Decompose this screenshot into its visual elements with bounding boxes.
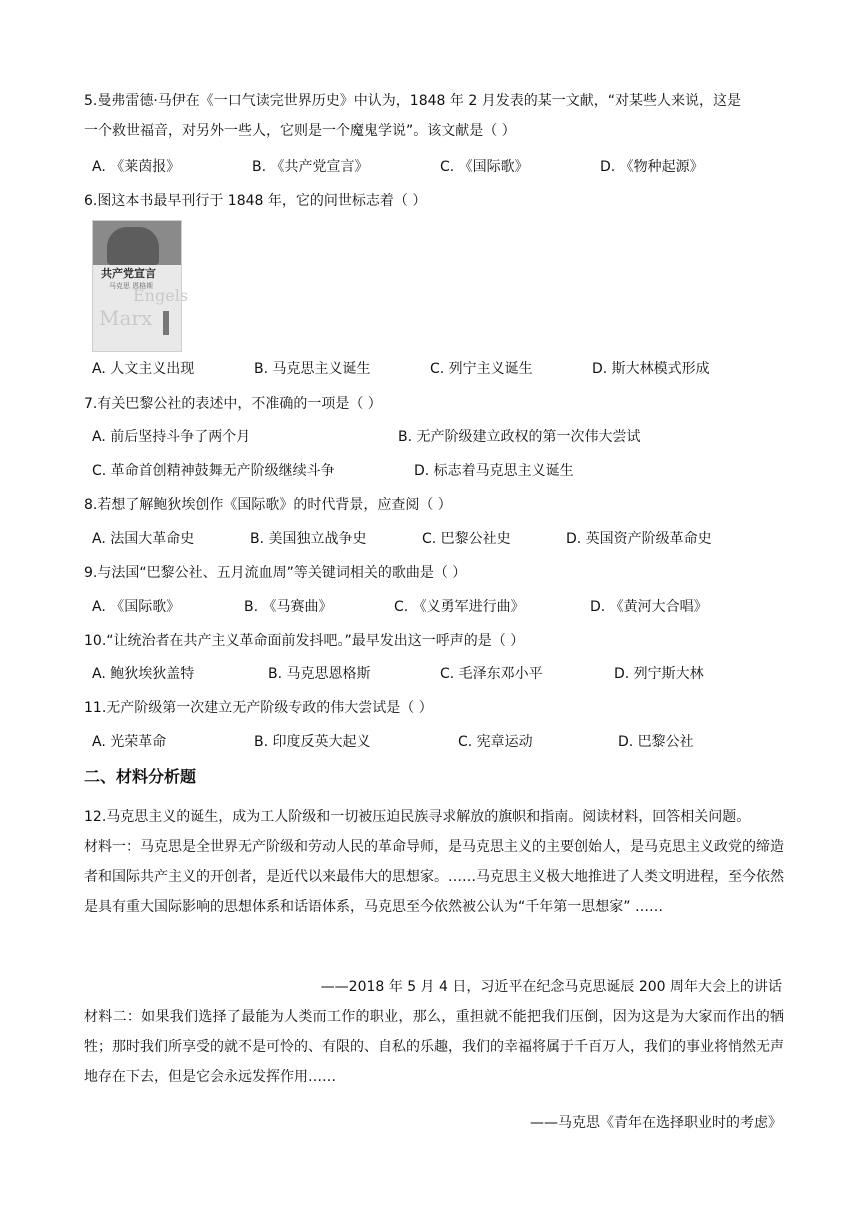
- option-c: C. 列宁主义诞生: [430, 361, 533, 377]
- option-d: D. 《黄河大合唱》: [590, 599, 708, 615]
- question-6-stem: 6.图这本书最早刊行于 1848 年，它的问世标志着（ ）: [84, 193, 427, 209]
- question-12-intro: 12.马克思主义的诞生，成为工人阶级和一切被压迫民族寻求解放的旗帜和指南。阅读材料，回答相关问题。: [84, 809, 751, 825]
- option-d: D. 斯大林模式形成: [592, 361, 710, 377]
- book-word-marx: Marx: [99, 306, 153, 330]
- question-5-stem-line2: 一个救世福音，对另外一些人，它则是一个魔鬼学说”。该文献是（ ）: [84, 123, 516, 139]
- option-b: B. 《共产党宣言》: [252, 159, 369, 175]
- option-a: A. 前后坚持斗争了两个月: [92, 429, 251, 445]
- book-subtitle: 马克思 恩格斯: [109, 282, 154, 290]
- question-8-stem: 8.若想了解鲍狄埃创作《国际歌》的时代背景，应查阅（ ）: [84, 497, 452, 513]
- option-b: B. 印度反英大起义: [254, 734, 371, 750]
- question-10-stem: 10.“让统治者在共产主义革命面前发抖吧。”最早发出这一呼声的是（ ）: [84, 633, 525, 649]
- question-7-options-row2: [92, 456, 792, 486]
- option-d: D. 《物种起源》: [600, 159, 704, 175]
- option-a: A. 人文主义出现: [92, 361, 195, 377]
- question-9-stem: 9.与法国“巴黎公社、五月流血周”等关键词相关的歌曲是（ ）: [84, 565, 467, 581]
- question-12-material2: 材料二：如果我们选择了最能为人类而工作的职业，那么，重担就不能把我们压倒，因为这是为大家而作出的牺牲；那时我们所享受的就不是可怜的、有限的、自私的乐趣，我们的幸福将属于千百万人，我们的事业将悄然无声地存在下去，但是它会永远发挥作用……: [84, 1009, 784, 1085]
- question-7-options-row1: [92, 422, 792, 452]
- option-c: C. 《义勇军进行曲》: [394, 599, 525, 615]
- question-5-options: [92, 152, 792, 182]
- question-5-stem-line1: 5.曼弗雷德·马伊在《一口气读完世界历史》中认为，1848 年 2 月发表的某一文献，“对某些人来说，这是: [84, 93, 741, 109]
- question-11-options: [92, 727, 792, 757]
- section-2-title: 二、材料分析题: [84, 767, 197, 786]
- option-c: C. 毛泽东邓小平: [440, 666, 543, 682]
- option-a: A. 鲍狄埃狄盖特: [92, 666, 195, 682]
- question-9-options: [92, 592, 792, 622]
- question-8-options: [92, 524, 792, 554]
- option-c: C. 宪章运动: [458, 734, 533, 750]
- question-7-stem: 7.有关巴黎公社的表述中，不准确的一项是（ ）: [84, 396, 382, 412]
- portrait-silhouette: [107, 227, 159, 265]
- question-6-options: [92, 354, 792, 384]
- question-11-stem: 11.无产阶级第一次建立无产阶级专政的伟大尝试是（ ）: [84, 700, 433, 716]
- book-word-engels: Engels: [133, 286, 189, 305]
- option-b: B. 马克思主义诞生: [254, 361, 371, 377]
- option-a: A. 《国际歌》: [92, 599, 181, 615]
- option-a: A. 法国大革命史: [92, 531, 195, 547]
- question-12-source2: ——马克思《青年在选择职业时的考虑》: [530, 1115, 782, 1131]
- question-10-options: [92, 659, 792, 689]
- question-12-source1: ——2018 年 5 月 4 日，习近平在纪念马克思诞辰 200 周年大会上的讲话: [320, 979, 782, 995]
- communist-manifesto-book-image: [92, 220, 189, 352]
- option-a: A. 《莱茵报》: [92, 159, 181, 175]
- option-c: C. 革命首创精神鼓舞无产阶级继续斗争: [92, 463, 335, 479]
- option-d: D. 列宁斯大林: [614, 666, 704, 682]
- option-d: D. 标志着马克思主义诞生: [414, 463, 574, 479]
- book-title: 共产党宣言: [101, 267, 156, 280]
- option-d: D. 巴黎公社: [618, 734, 694, 750]
- option-b: B. 无产阶级建立政权的第一次伟大尝试: [398, 429, 641, 445]
- option-b: B. 《马赛曲》: [244, 599, 333, 615]
- option-a: A. 光荣革命: [92, 734, 167, 750]
- option-d: D. 英国资产阶级革命史: [566, 531, 712, 547]
- option-c: C. 《国际歌》: [440, 159, 529, 175]
- option-b: B. 美国独立战争史: [250, 531, 367, 547]
- question-12-material1: 材料一：马克思是全世界无产阶级和劳动人民的革命导师，是马克思主义的主要创始人，是马克思主义政党的缔造者和国际共产主义的开创者，是近代以来最伟大的思想家。……马克思主义极大地推进了人类文明进程，至今依然是具有重大国际影响的思想体系和话语体系，马克思至今依然被公认为“千年第一思想家” ……: [84, 839, 784, 915]
- option-c: C. 巴黎公社史: [422, 531, 511, 547]
- book-spine-mark: [163, 311, 169, 335]
- option-b: B. 马克思恩格斯: [268, 666, 371, 682]
